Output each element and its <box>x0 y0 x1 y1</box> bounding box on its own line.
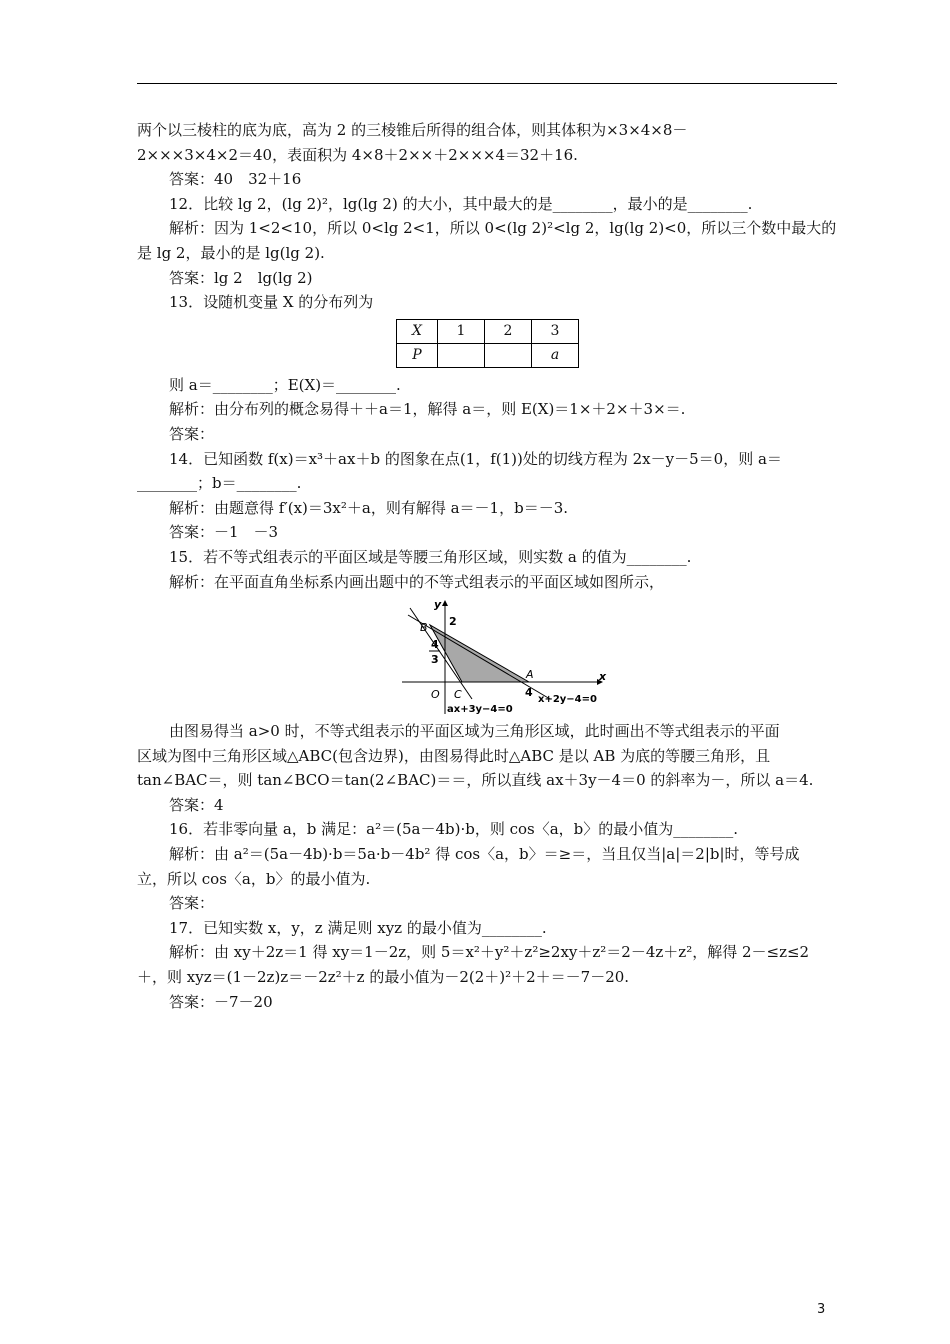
text-line: 解析：由题意得 f′(x)＝3x²＋a，则有解得 a＝－1，b＝－3. <box>169 498 569 517</box>
distribution-table <box>396 319 579 368</box>
text-line: 答案：40 32＋16 <box>169 170 302 189</box>
table-cell: a <box>532 343 579 367</box>
table-cell <box>438 343 485 367</box>
text-line: 由图易得当 a>0 时，不等式组表示的平面区域为三角形区域，此时画出不等式组表示的平面 <box>169 722 780 741</box>
text-line: 两个以三棱柱的底为底，高为 2 的三棱锥后所得的组合体，则其体积为×3×4×8－ <box>137 121 688 139</box>
table-cell: P <box>397 343 438 367</box>
region-figure <box>400 598 610 716</box>
origin-label: O <box>431 688 440 702</box>
text-line: 13．设随机变量 X 的分布列为 <box>169 293 374 312</box>
text-line: ________；b＝________. <box>137 474 302 493</box>
point-label-a: A <box>526 668 534 682</box>
text-line: 是 lg 2，最小的是 lg(lg 2). <box>137 243 325 262</box>
axis-label-y: y <box>434 598 442 612</box>
text-line: 16．若非零向量 a，b 满足：a²＝(5a－4b)·b，则 cos〈a，b〉的最小值为________. <box>169 820 739 839</box>
text-line: 解析：由分布列的概念易得＋＋a＝1，解得 a＝，则 E(X)＝1×＋2×＋3×＝. <box>169 400 686 419</box>
text-line: 答案： <box>169 424 215 443</box>
table-cell: 1 <box>438 319 485 343</box>
axis-label-x: x <box>599 670 607 684</box>
text-line: 则 a＝________；E(X)＝________. <box>169 375 401 394</box>
text-line: 14．已知函数 f(x)＝x³＋ax＋b 的图象在点(1，f(1))处的切线方程为 2x－y－5＝0，则 a＝ <box>169 449 782 468</box>
point-label-b: B <box>420 621 428 635</box>
text-block-3 <box>137 719 843 1014</box>
table-cell: 2 <box>485 319 532 343</box>
text-line: 解析：在平面直角坐标系内画出题中的不等式组表示的平面区域如图所示， <box>169 572 665 591</box>
point-label-c: C <box>454 688 462 702</box>
line-label-1: ax+3y−4=0 <box>447 704 513 716</box>
text-line: 解析：由 a²＝(5a－4b)·b＝5a·b－4b² 得 cos〈a，b〉＝≥＝，当且仅当|a|＝2|b|时，等号成 <box>169 845 800 864</box>
text-line: 17．已知实数 x，y，z 满足则 xyz 的最小值为________. <box>169 918 547 937</box>
fraction-numerator: 4 <box>431 638 439 652</box>
tick-label-x: 4 <box>525 686 533 700</box>
text-line: 答案：lg 2 lg(lg 2) <box>169 268 313 287</box>
text-line: tan∠BAC＝，则 tan∠BCO＝tan(2∠BAC)＝＝，所以直线 ax＋3y－4＝0 的斜率为－，所以 a＝4. <box>137 771 814 790</box>
text-line: 答案：－1 －3 <box>169 523 279 542</box>
text-line: 15．若不等式组表示的平面区域是等腰三角形区域，则实数 a 的值为________. <box>169 547 692 566</box>
text-block-1 <box>137 118 843 315</box>
table-row <box>397 343 579 367</box>
text-line: 区域为图中三角形区域△ABC(包含边界)，由图易得此时△ABC 是以 AB 为底的等腰三角形，且 <box>137 746 771 765</box>
table-row <box>397 319 579 343</box>
tick-label-y: 2 <box>449 615 457 629</box>
text-line: 12．比较 lg 2，(lg 2)²，lg(lg 2) 的大小，其中最大的是________，最小的是________. <box>169 194 753 213</box>
header-rule <box>137 83 837 84</box>
distribution-table-wrap <box>137 315 843 373</box>
table-cell: X <box>397 319 438 343</box>
line-label-2: x+2y−4=0 <box>538 694 597 706</box>
figure-wrap <box>137 594 843 719</box>
text-line: 解析：因为 1<2<10，所以 0<lg 2<1，所以 0<(lg 2)²<lg 2，lg(lg 2)<0，所以三个数中最大的 <box>169 219 837 238</box>
page-number: 3 <box>817 1302 826 1317</box>
table-cell <box>485 343 532 367</box>
text-line: 2×××3×4×2＝40，表面积为 4×8＋2××＋2×××4＝32＋16. <box>137 145 578 164</box>
text-line: 立，所以 cos〈a，b〉的最小值为. <box>137 869 371 888</box>
text-line: 答案：4 <box>169 795 224 814</box>
table-cell: 3 <box>532 319 579 343</box>
document-body <box>137 118 843 1014</box>
text-line: ＋，则 xyz＝(1－2z)z＝－2z²＋z 的最小值为－2(2＋)²＋2＋＝－7－20. <box>137 968 630 987</box>
text-line: 答案： <box>169 894 215 913</box>
text-block-2 <box>137 373 843 594</box>
fraction-denominator: 3 <box>431 653 439 667</box>
text-line: 答案：－7－20 <box>169 992 273 1011</box>
text-line: 解析：由 xy＋2z＝1 得 xy＝1－2z，则 5＝x²＋y²＋z²≥2xy＋z²＝2－4z＋z²，解得 2－≤z≤2 <box>169 943 810 962</box>
